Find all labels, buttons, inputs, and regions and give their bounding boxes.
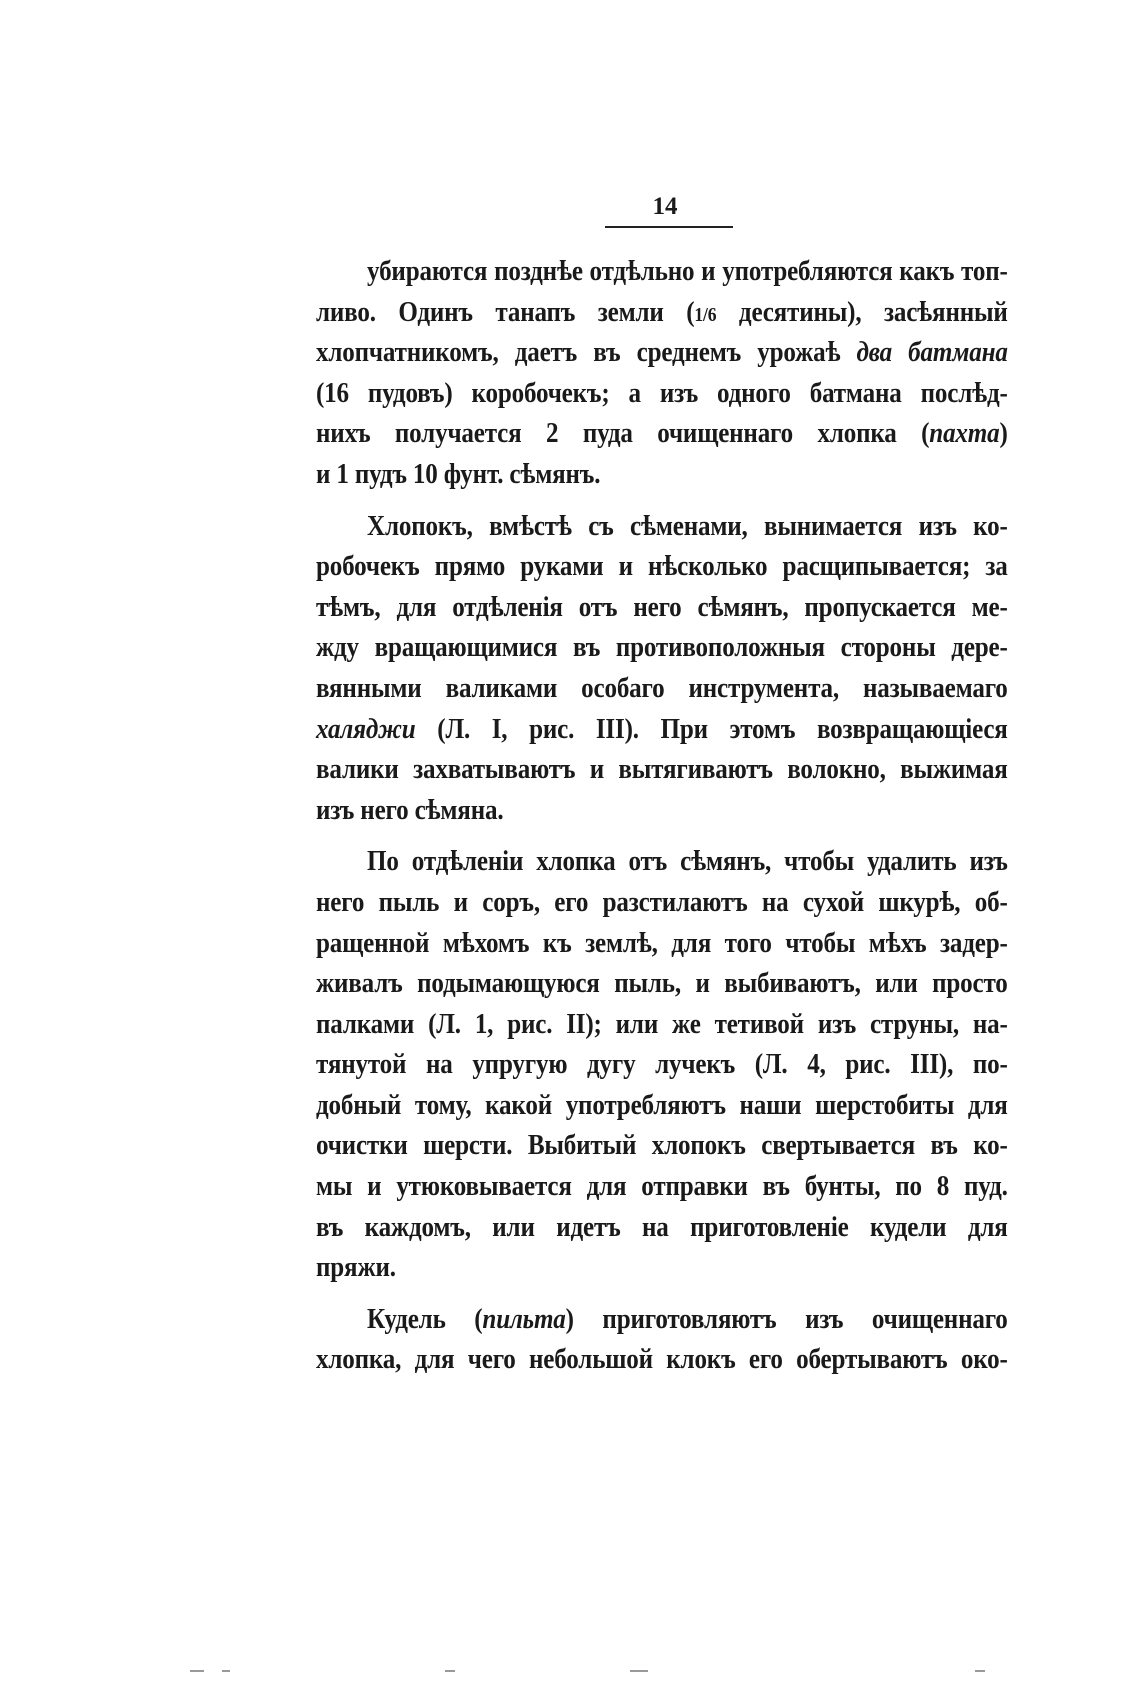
paragraph	[316, 252, 1008, 496]
text-line	[316, 1248, 1008, 1289]
fraction: 1/6	[694, 303, 717, 326]
text-run: ) приготовляютъ изъ очищеннаго	[565, 1303, 1008, 1335]
text-line	[316, 883, 1008, 924]
italic-term: халяджи	[316, 713, 416, 745]
text-run: тѣмъ, для отдѣленія отъ него сѣмянъ, пропускается ме-	[316, 591, 1008, 623]
text-line	[316, 750, 1008, 791]
text-line	[316, 374, 1008, 415]
text-run: добный тому, какой употребляютъ наши шерстобиты для	[316, 1089, 1008, 1121]
text-line	[316, 1208, 1008, 1249]
text-run: жду вращающимися въ противоположныя стороны дере-	[316, 632, 1008, 664]
text-line	[316, 252, 1008, 293]
text-line	[316, 1086, 1008, 1127]
italic-term: пильта	[482, 1303, 566, 1335]
text-line	[316, 455, 1008, 496]
text-line	[316, 293, 1008, 334]
text-run: По отдѣленіи хлопка отъ сѣмянъ, чтобы удалить изъ	[367, 846, 1008, 878]
text-run: робочекъ прямо руками и нѣсколько расщипывается; за	[316, 551, 1008, 583]
text-line	[316, 414, 1008, 455]
paragraph	[316, 507, 1008, 832]
page-number-rule	[605, 226, 733, 228]
text-run: нихъ получается 2 пуда очищеннаго хлопка (	[316, 418, 930, 450]
scan-speck	[190, 1670, 204, 1672]
scan-speck	[445, 1670, 455, 1672]
text-run: палками (Л. 1, рис. II); или же тетивой изъ струны, на-	[316, 1008, 1008, 1040]
text-line	[316, 628, 1008, 669]
text-line	[316, 588, 1008, 629]
text-run: живалъ подымающуюся пыль, и выбиваютъ, или просто	[316, 968, 1008, 1000]
text-run: мы и утюковывается для отправки въ бунты, по 8 пуд.	[316, 1171, 1008, 1203]
text-run: ливо. Одинъ танапъ земли (	[316, 296, 695, 328]
paragraph	[316, 842, 1008, 1289]
paragraph-gap	[316, 496, 1008, 507]
scan-speck	[975, 1670, 985, 1672]
paragraph-gap	[316, 831, 1008, 842]
text-line	[316, 710, 1008, 751]
text-run: изъ него сѣмяна.	[316, 794, 504, 826]
text-line	[316, 791, 1008, 832]
text-run: ращенной мѣхомъ къ землѣ, для того чтобы мѣхъ задер-	[316, 927, 1008, 959]
paragraph	[316, 1300, 1008, 1381]
scan-bottom-edge	[0, 1660, 1140, 1680]
text-run: въ каждомъ, или идетъ на приготовленіе кудели для	[316, 1211, 1008, 1243]
text-run: тянутой на упругую дугу лучекъ (Л. 4, рис. III), по-	[316, 1049, 1008, 1081]
text-line	[316, 1005, 1008, 1046]
text-line	[316, 333, 1008, 374]
scan-speck	[630, 1670, 648, 1672]
italic-term: пахта	[929, 418, 1000, 450]
text-run: )	[999, 418, 1008, 450]
scan-speck	[222, 1670, 230, 1672]
text-line	[316, 964, 1008, 1005]
text-run: Хлопокъ, вмѣстѣ съ сѣменами, вынимается изъ ко-	[367, 510, 1008, 542]
text-run: (16 пудовъ) коробочекъ; а изъ одного батмана послѣд-	[316, 377, 1008, 409]
paragraph-gap	[316, 1289, 1008, 1300]
text-line	[316, 1340, 1008, 1381]
text-line	[316, 842, 1008, 883]
text-line	[316, 1167, 1008, 1208]
page-number: 14	[652, 193, 678, 220]
text-line	[316, 924, 1008, 965]
text-run: валики захватываютъ и вытягиваютъ волокно, выжимая	[316, 754, 1008, 786]
text-run: вянными валиками особаго инструмента, называемаго	[316, 672, 1008, 704]
text-line	[316, 669, 1008, 710]
text-run: хлопчатникомъ, даетъ въ среднемъ урожаѣ	[316, 337, 857, 369]
text-run: очистки шерсти. Выбитый хлопокъ свертывается въ ко-	[316, 1130, 1008, 1162]
italic-term: два батмана	[856, 337, 1008, 369]
text-line	[316, 1300, 1008, 1341]
text-run: него пыль и соръ, его разстилаютъ на сухой шкурѣ, об-	[316, 886, 1008, 918]
text-run: и 1 пудъ 10 фунт. сѣмянъ.	[316, 458, 601, 490]
body-text	[316, 252, 1008, 1381]
text-run: убираются позднѣе отдѣльно и употребляются какъ топ-	[367, 256, 1008, 287]
text-run: Кудель (	[367, 1303, 483, 1335]
text-line	[316, 507, 1008, 548]
text-run: пряжи.	[316, 1252, 396, 1284]
text-run: хлопка, для чего небольшой клокъ его обертываютъ око-	[316, 1344, 1008, 1376]
text-run: десятины), засѣянный	[716, 296, 1008, 328]
text-line	[316, 1126, 1008, 1167]
text-line	[316, 1045, 1008, 1086]
text-line	[316, 547, 1008, 588]
text-run: (Л. I, рис. III). При этомъ возвращающіеся	[415, 713, 1008, 745]
